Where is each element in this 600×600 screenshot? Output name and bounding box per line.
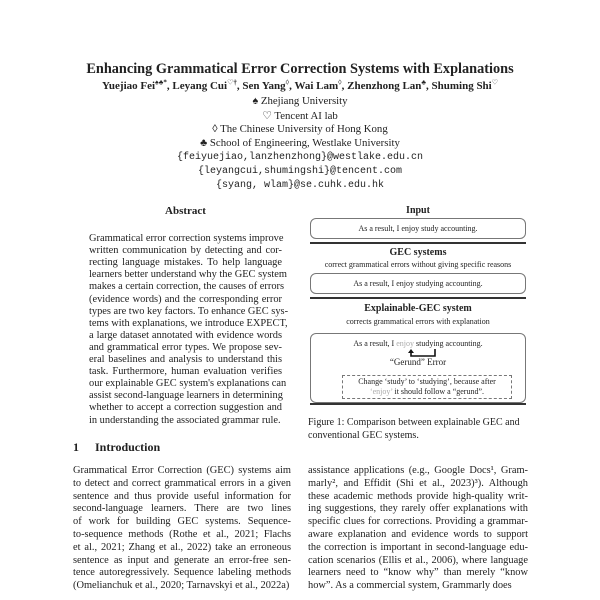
figure-caption: conventional GEC systems. <box>308 430 419 441</box>
figure-caption: Figure 1: Comparison between explainable GEC and <box>308 417 520 428</box>
text-line: Grammatical Error Correction (GEC) systems aim <box>73 465 291 476</box>
text-line: to detect and correct grammatical errors in a given <box>73 477 291 489</box>
text-line: these academic methods provide high-quality writ- <box>308 490 528 502</box>
author: Sen Yang <box>242 80 286 92</box>
abstract-heading: Abstract <box>165 205 206 217</box>
gec-subtitle: correct grammatical errors without giving specific reasons <box>324 260 512 269</box>
text-line: in understanding the associated grammar rule. <box>89 414 281 426</box>
input-sentence: As a result, I enjoy study accounting. <box>358 224 478 233</box>
text-line: the correction is important in second-language edu- <box>308 541 528 553</box>
email: {feiyuejiao,lanzhenzhong}@westlake.edu.cn <box>176 152 424 163</box>
explanation-text: it should follow a “gerund”. <box>392 387 485 396</box>
text-line: ing suggestions, they rarely offer explanations with <box>308 503 528 515</box>
author: Zhenzhong Lan <box>347 80 422 92</box>
email: {syang, wlam}@se.cuhk.edu.hk <box>215 180 385 191</box>
input-label: Input <box>406 205 430 216</box>
xgec-sentence <box>308 339 528 348</box>
sentence-suffix: studying accounting. <box>414 339 483 348</box>
text-line: whether to accept a correction suggestion and <box>89 402 282 414</box>
text-line: task. Furthermore, human evaluation verifies <box>89 366 282 378</box>
text-line: second-language learners. There are two lines <box>73 503 291 515</box>
divider <box>310 297 526 299</box>
text-line: cation scenarios (Ellis et al., 2006), where language <box>308 554 528 566</box>
text-line: assistance applications (e.g., Google Docs¹, Gram- <box>308 465 528 476</box>
text-line: learners need to “know why” than merely “know <box>308 567 528 579</box>
affiliation: ◊ The Chinese University of Hong Kong <box>212 123 388 135</box>
divider <box>310 403 526 405</box>
author-mark: ♡ <box>491 78 499 87</box>
text-line: eral baselines and analysis to understand this <box>89 354 282 365</box>
text-line: of work for building GEC systems. Sequence- <box>73 516 291 528</box>
text-line: written communication by detecting and cor- <box>89 245 282 257</box>
explanation-line <box>342 387 512 396</box>
text-line: to-sequence methods (Rothe et al., 2021; Flachs <box>73 529 291 540</box>
affiliation: ♡ Tencent AI lab <box>262 110 338 122</box>
text-line: marly², and Effidit (Shi et al., 2023)³). Although <box>308 477 528 489</box>
text-line: (evidence words) and the corresponding error <box>89 293 282 305</box>
sentence-prefix: As a result, I <box>353 339 397 348</box>
text-line: recting language mistakes. To help language <box>89 257 282 269</box>
email: {leyangcui,shumingshi}@tencent.com <box>197 166 403 177</box>
divider <box>310 242 526 244</box>
affiliation: ♠ Zhejiang University <box>252 95 348 107</box>
author: Shuming Shi <box>431 80 492 92</box>
author: Leyang Cui <box>172 80 228 92</box>
text-line: our explainable GEC system's explanations can <box>89 378 287 390</box>
gec-sentence: As a result, I enjoy studying accounting. <box>353 279 483 288</box>
explanation-line: Change ‘study’ to ‘studying’, because after <box>358 377 496 386</box>
author-list: Yuejiao Fei♠♣*, Leyang Cui♡†, Sen Yang◊, Wai Lam◊, Zhenzhong Lan♣, Shuming Shi♡ <box>101 78 499 92</box>
gec-label: GEC systems <box>389 247 447 258</box>
section-number: 1 <box>73 440 79 454</box>
text-line: (Omelianchuk et al., 2020; Tarnavskyi et al., 2022a) <box>73 580 290 592</box>
text-line: tence autoregressively. Sequence labeling methods <box>73 567 291 579</box>
section-title: Introduction <box>95 440 161 454</box>
xgec-label: Explainable-GEC system <box>364 303 472 314</box>
text-line: et al., 2021; Zhang et al., 2022) take an erroneous <box>73 541 291 553</box>
text-line: makes a certain correction, the causes of errors <box>89 281 285 293</box>
text-line: sentence and thus provide useful information for <box>73 490 291 502</box>
author-mark: ♡† <box>227 78 237 87</box>
author: Yuejiao Fei <box>101 80 156 92</box>
section-heading <box>73 440 176 455</box>
evidence-word: enjoy <box>396 339 414 348</box>
text-line: specific clues for corrections. Providing a grammar- <box>308 516 528 528</box>
paper-title: Enhancing Grammatical Error Correction Systems with Explanations <box>86 61 514 77</box>
author-mark: ◊ <box>338 78 342 87</box>
text-line: a large dataset annotated with evidence words <box>89 329 282 341</box>
error-type: “Gerund” Error <box>389 357 447 367</box>
author-mark: ♠♣* <box>155 78 167 87</box>
affiliation: ♣ School of Engineering, Westlake University <box>200 137 400 149</box>
text-line: learners better understand why the GEC system <box>89 269 287 281</box>
author-mark: ♣ <box>421 78 426 87</box>
text-line: sentence as input and generate an error-free sen- <box>73 554 291 566</box>
xgec-subtitle: corrects grammatical errors with explanation <box>346 317 490 326</box>
text-line: assist second-language learners in determining <box>89 390 283 402</box>
text-line: tems with explanations, we introduce EXPECT, <box>89 317 288 329</box>
text-line: types are two key factors. To enhance GEC sys- <box>89 305 289 317</box>
author-mark: ◊ <box>285 78 290 87</box>
author: Wai Lam <box>294 80 339 92</box>
text-line: how”. As a commercial system, Grammarly does <box>308 580 512 592</box>
evidence-word: ‘enjoy’ <box>369 387 393 396</box>
text-line: Grammatical error correction systems improve <box>89 233 284 244</box>
text-line: aware explanation and evidence words to support <box>308 529 528 540</box>
text-line: and grammatical error types. We propose sev- <box>89 341 282 353</box>
